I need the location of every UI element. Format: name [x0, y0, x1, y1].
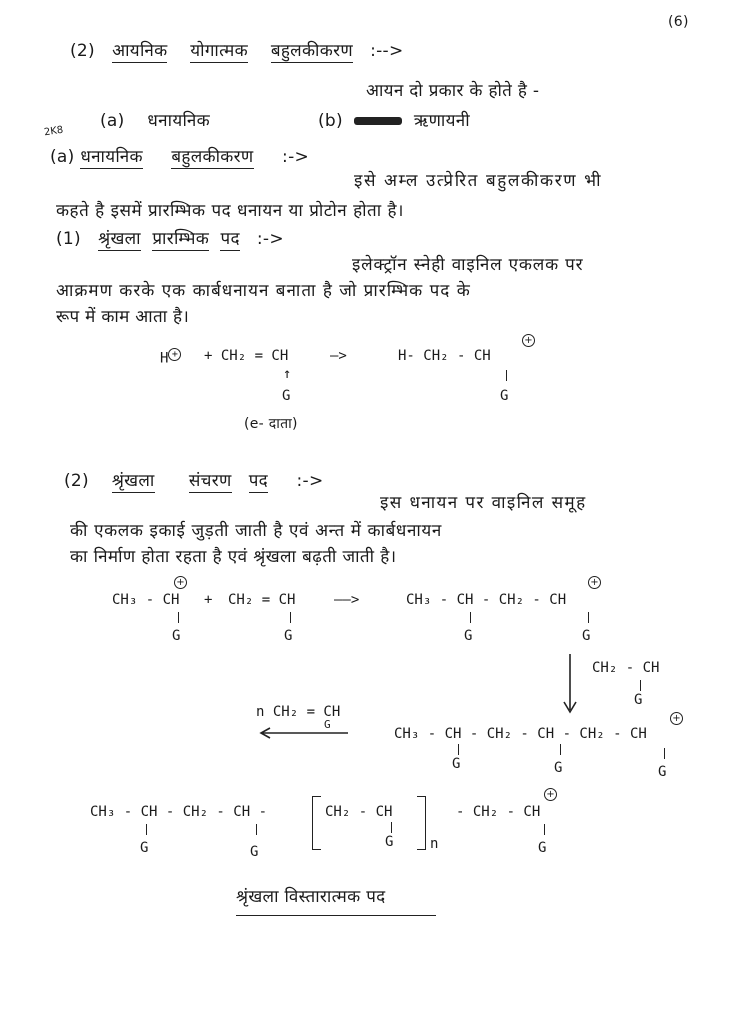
propagation-monomer: CH₂ = CH [228, 592, 296, 608]
heading-word: पद [248, 471, 268, 491]
group-g: G [554, 760, 563, 776]
step2-prefix: (2) [64, 471, 89, 491]
down-reagent: CH₂ - CH [592, 660, 660, 676]
step2-line1: इस धनायन पर वाइनिल समूह [380, 493, 587, 513]
initiation-reactant-h [160, 346, 181, 367]
back-arrow [258, 726, 350, 740]
group-g: G [250, 844, 259, 860]
heading-word: बहुलकीकरण [270, 41, 353, 61]
bracket-bottom-right [417, 849, 425, 850]
type-list-b [318, 108, 470, 131]
cationic-prefix: (a) [50, 147, 75, 167]
heading-word: संचरण [188, 471, 232, 491]
section-number: (2) [70, 41, 95, 61]
step1-line1: इलेक्ट्रॉन स्नेही वाइनिल एकलक पर [352, 255, 584, 275]
step1-line2: आक्रमण करके एक कार्बधनायन बनाता है जो प्रारम्भिक पद के [56, 281, 471, 301]
step2-line2: की एकलक इकाई जुड़ती जाती है एवं अन्त में कार्बधनायन [70, 521, 442, 541]
caption: श्रृंखला विस्तारात्मक पद [236, 884, 436, 916]
bond-line [588, 612, 589, 623]
group-g: G [172, 628, 181, 644]
margin-mark: 2K8 [43, 124, 64, 139]
repeat-count: n [430, 836, 439, 852]
group-g: G [284, 628, 293, 644]
type-b-label: (b) [318, 111, 343, 131]
plus-charge: + [588, 576, 601, 589]
bracket-top-left [313, 796, 321, 797]
bond-line [146, 824, 147, 835]
plus-sign: + [204, 592, 213, 608]
group-g: G [385, 834, 394, 850]
step2-line3: का निर्माण होता रहता है एवं श्रृंखला बढ़ती जाती है। [70, 547, 397, 567]
type-b-text: ऋणायनी [413, 111, 470, 131]
initiation-arrow: —> [330, 348, 347, 364]
polymer-right: - CH₂ - CH [456, 804, 541, 820]
dimer-cation: CH₃ - CH - CH₂ - CH [406, 592, 567, 608]
group-g: G [282, 388, 291, 404]
bond-line [664, 748, 665, 759]
step2-heading [64, 468, 324, 491]
heading-word: पद [220, 229, 240, 249]
polymer-left: CH₃ - CH - CH₂ - CH - [90, 804, 268, 820]
section-heading [70, 38, 404, 61]
bracket-bottom-left [313, 849, 321, 850]
group-g: G [634, 692, 643, 708]
cationic-para-line2: कहते है इसमें प्रारम्भिक पद धनायन या प्रोटोन होता है। [56, 201, 404, 221]
bond-line [256, 824, 257, 835]
trimer-cation: CH₃ - CH - CH₂ - CH - CH₂ - CH [394, 726, 647, 742]
bond-line [178, 612, 179, 623]
bond-line [560, 744, 561, 755]
type-a-label: (a) [100, 111, 125, 131]
type-list [100, 108, 210, 131]
group-g: G [500, 388, 509, 404]
step1-line3: रूप में काम आता है। [56, 307, 190, 327]
cationic-heading [50, 144, 309, 167]
hydrogen: H [160, 350, 169, 367]
bond-line [290, 612, 291, 623]
bond-line [470, 612, 471, 623]
group-g: G [658, 764, 667, 780]
type-a-text: धनायनिक [147, 111, 210, 131]
heading-arrow: :-> [296, 471, 324, 491]
electron-donor-note: (e- दाता) [244, 416, 298, 432]
heading-arrow: :-> [282, 147, 310, 167]
heading-word: श्रृंखला [98, 229, 141, 249]
group-g: G [324, 718, 331, 731]
bond-line [458, 744, 459, 755]
back-reagent: n CH₂ = CH [256, 704, 341, 720]
plus-charge: + [522, 334, 535, 347]
electron-arrow: ↑ [283, 366, 292, 382]
plus-charge: + [544, 788, 557, 801]
plus-charge: + [670, 712, 683, 725]
scribble-mark [354, 117, 402, 125]
heading-word: बहुलकीकरण [171, 147, 254, 167]
group-g: G [582, 628, 591, 644]
page-number: (6) [668, 14, 689, 30]
heading-word: श्रृंखला [111, 471, 155, 491]
bond-line [506, 370, 507, 381]
down-arrow [562, 652, 578, 716]
step1-heading [56, 226, 284, 249]
bond-line [391, 822, 392, 833]
propagation-arrow: ——> [334, 592, 360, 608]
step1-prefix: (1) [56, 229, 81, 249]
plus-charge: + [168, 348, 181, 361]
group-g: G [452, 756, 461, 772]
heading-word: आयनिक [112, 41, 168, 61]
bond-line [544, 824, 545, 835]
heading-word: धनायनिक [80, 147, 143, 167]
heading-arrow: :-> [256, 229, 284, 249]
initiation-product: H- CH₂ - CH [398, 348, 491, 364]
heading-word: प्रारम्भिक [152, 229, 210, 249]
cationic-para-line1: इसे अम्ल उत्प्रेरित बहुलकीकरण भी [354, 171, 603, 191]
heading-arrow: :--> [370, 41, 404, 61]
propagation-cation: CH₃ - CH [112, 592, 180, 608]
intro-text: आयन दो प्रकार के होते है - [366, 81, 540, 101]
bond-line [640, 680, 641, 691]
group-g: G [464, 628, 473, 644]
group-g: G [538, 840, 547, 856]
initiation-monomer: + CH₂ = CH [204, 348, 289, 364]
polymer-bracket [312, 796, 426, 850]
repeat-unit: CH₂ - CH [325, 804, 393, 820]
heading-word: योगात्मक [190, 41, 249, 61]
plus-charge: + [174, 576, 187, 589]
group-g: G [140, 840, 149, 856]
bracket-top-right [417, 796, 425, 797]
